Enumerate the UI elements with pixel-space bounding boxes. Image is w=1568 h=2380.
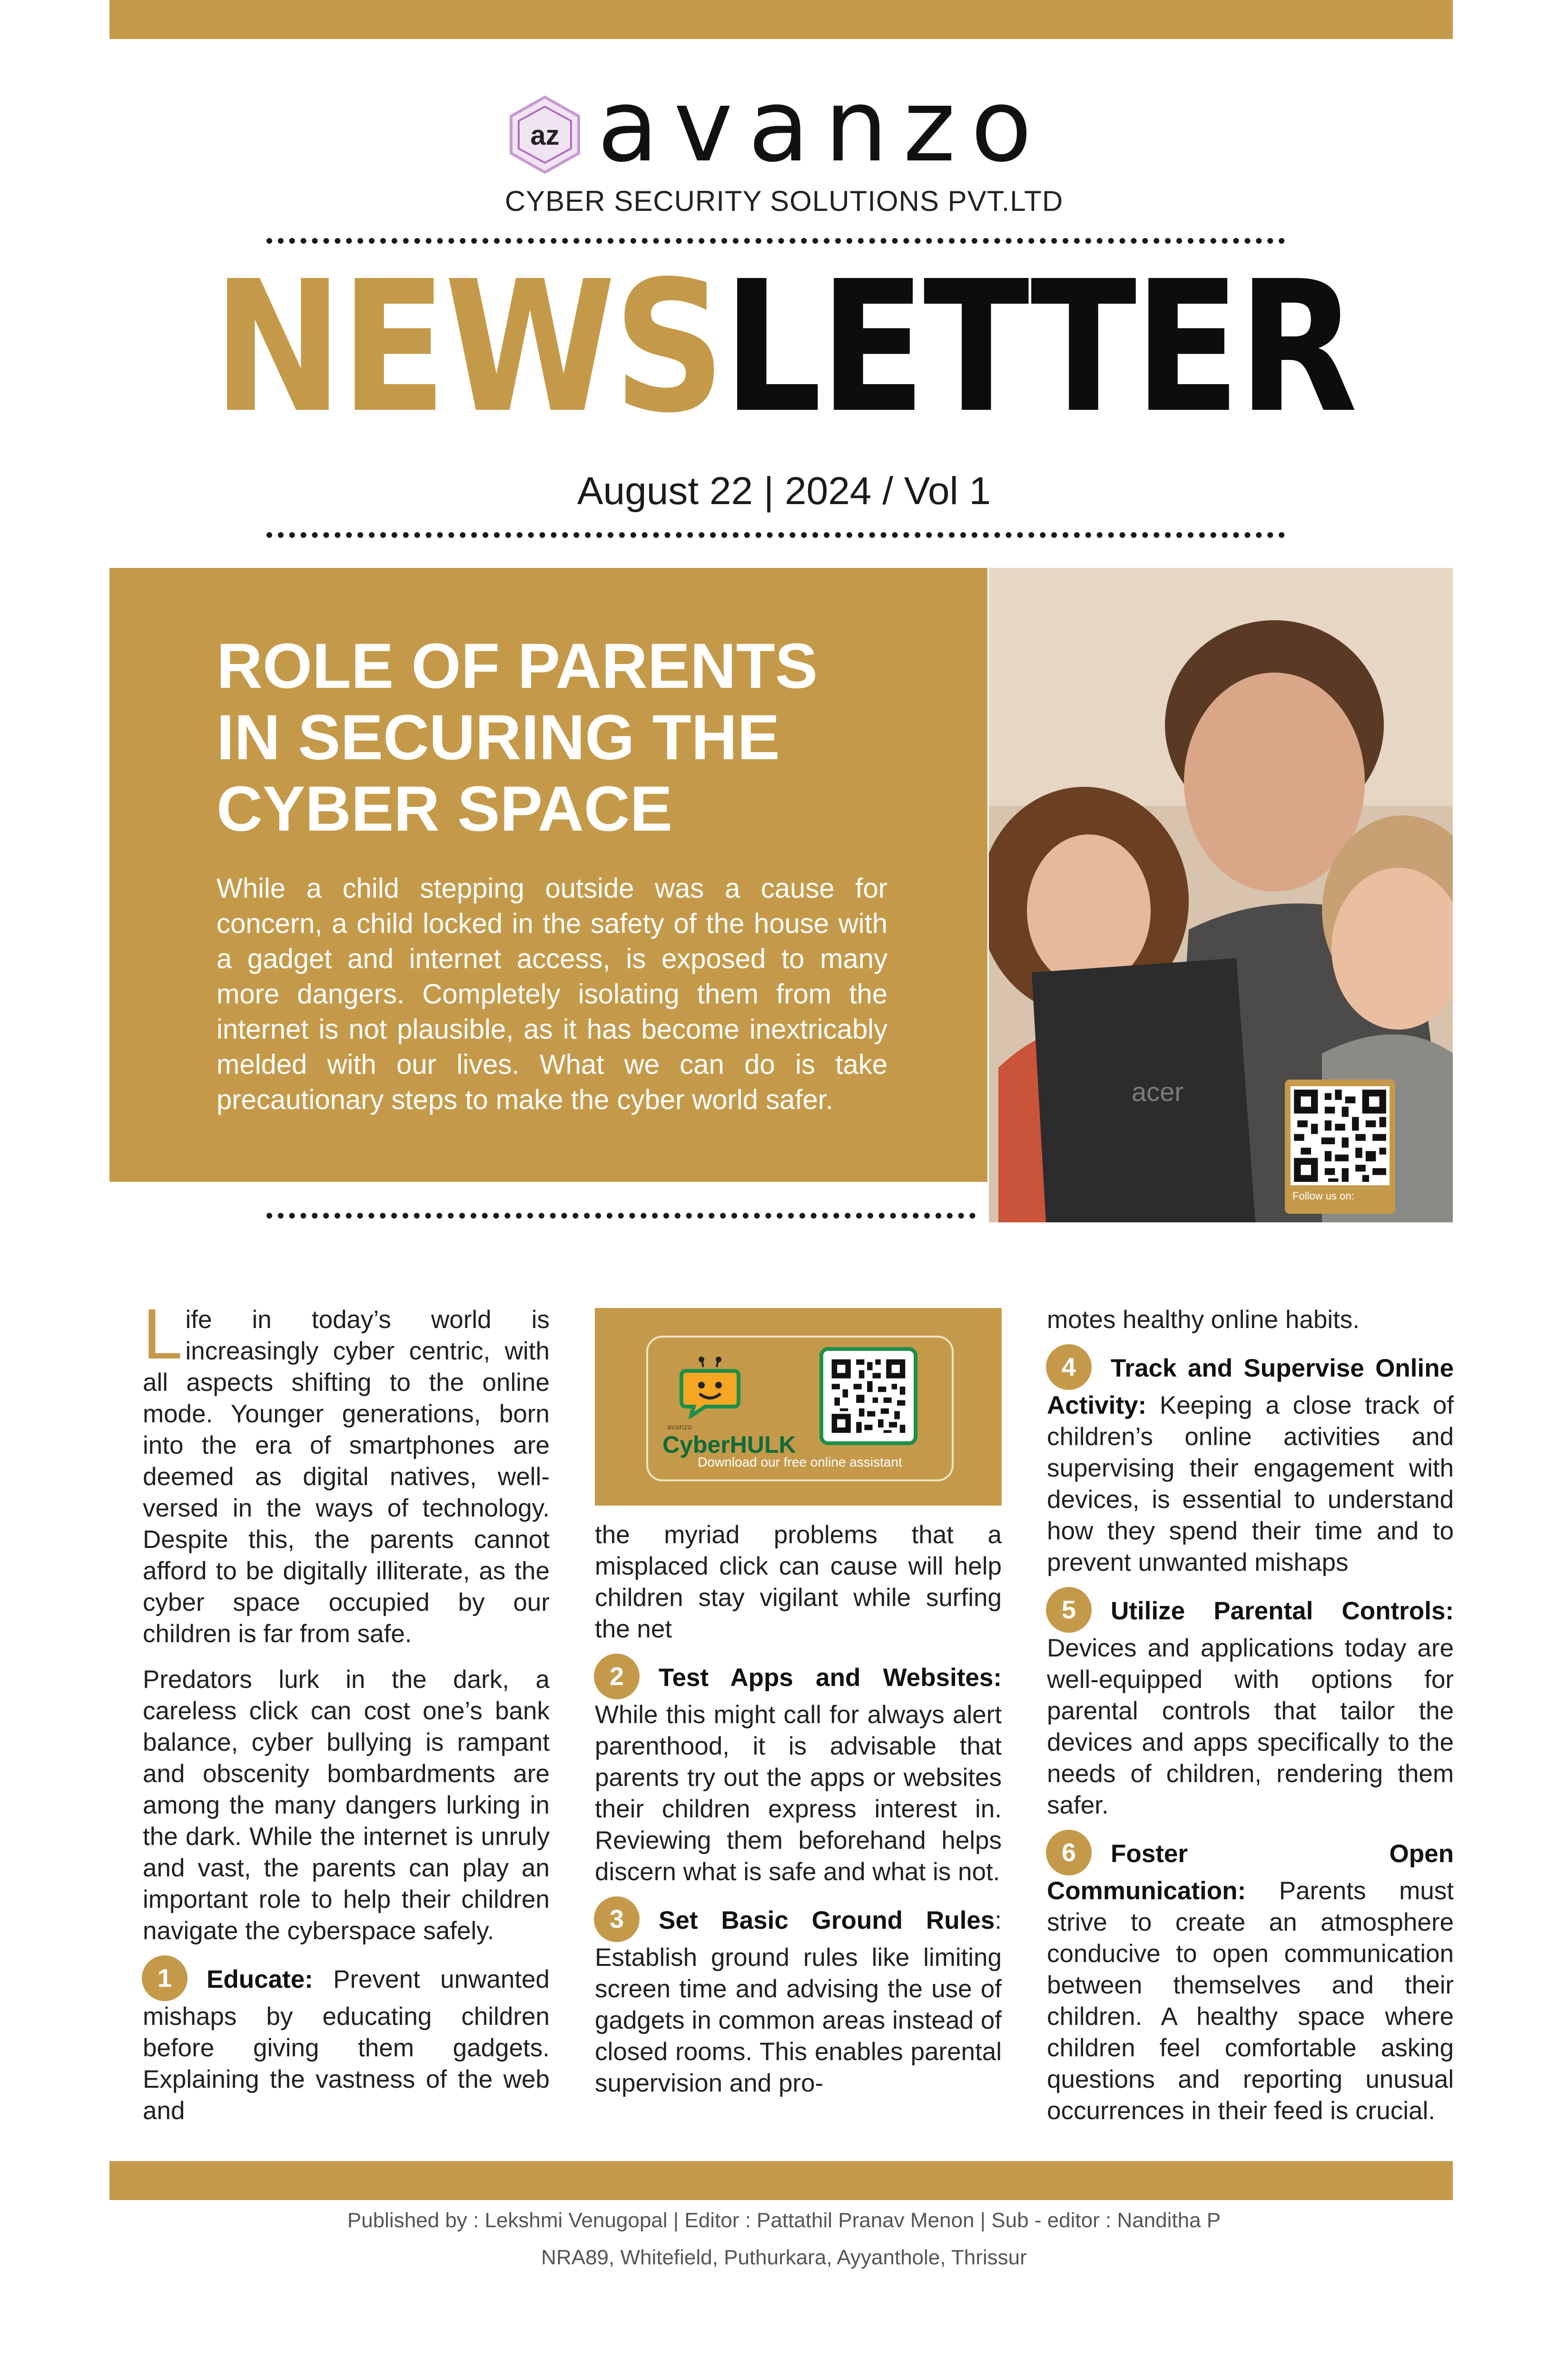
masthead-news: NEWS xyxy=(213,242,723,453)
tip-body: While this might call for always alert parenthood, it is advisable that parents try out the apps or websites their children express interest in. Reviewing them beforehand helps discern what is safe and what is not. xyxy=(595,1701,1002,1886)
girl-face xyxy=(1027,834,1151,987)
tip-body: Parents must strive to create an atmosphere conducive to open communication between themselves and their children. A healthy space where children feel comfortable asking questions and reporting unusual occurrences in their feed is crucial. xyxy=(1047,1877,1454,2125)
article-column-2 xyxy=(595,1519,1002,2113)
paragraph-text: Predators lurk in the dark, a careless click can cost one’s bank balance, cyber bullying is rampant and obscenity bombardments are among the many dangers lurking in the dark. While the internet is unruly and vast, the parents can play an important role to help their children navigate the cyberspace safely. xyxy=(143,1666,550,1945)
qr-code-icon xyxy=(829,1357,908,1436)
footer-credits: Published by : Lekshmi Venugopal | Editor : Pattathil Pranav Menon | Sub - editor : Nanditha P xyxy=(347,2209,1221,2232)
tip-body: Keeping a close track of children’s online activities and supervising their engagement with devices, is essential to understand how they spend their time and to prevent unwanted mishaps xyxy=(1047,1391,1454,1577)
article-paragraph xyxy=(143,1664,550,1947)
tip-number-badge: 4 xyxy=(1046,1344,1092,1390)
tip-item-1 xyxy=(143,1961,550,2127)
tip-body: Prevent unwanted mishaps by educating children before giving them gadgets. Explaining the vastness of the web and xyxy=(143,1965,550,2125)
tip-body: : Establish ground rules like limiting screen time and advising the use of gadgets in common areas instead of closed rooms. This enables parental supervision and pro- xyxy=(595,1906,1002,2097)
chatbot-icon xyxy=(677,1357,743,1418)
promo-card xyxy=(646,1336,954,1481)
paragraph-text: motes healthy online habits. xyxy=(1047,1306,1360,1334)
cyberhulk-wordmark: CyberHULK xyxy=(662,1431,796,1458)
social-qr-badge[interactable] xyxy=(1285,1080,1395,1214)
paragraph-text: ife in today’s world is increasingly cyber centric, with all aspects shifting to the online mode. Younger generations, born into the era of smartphones are deemed as digital natives, well-versed in the ways of technology. Despite this, the parents cannot afford to be digitally illiterate, as the cyber space occupied by our children is far from safe. xyxy=(143,1306,550,1648)
dotted-divider xyxy=(266,1213,976,1219)
tip-heading: Set Basic Ground Rules xyxy=(659,1906,995,1934)
tip-heading: Test Apps and Websites: xyxy=(659,1664,1002,1692)
company-logo[interactable] xyxy=(504,68,1066,184)
tip-number-badge: 5 xyxy=(1046,1587,1092,1633)
tip-heading: Foster Open Communication: xyxy=(1047,1840,1454,1905)
company-name: CYBER SECURITY SOLUTIONS PVT.LTD xyxy=(504,185,1064,217)
tip-number-badge: 1 xyxy=(142,1955,187,2001)
bottom-accent-band xyxy=(109,2161,1453,2200)
tip-item-6 xyxy=(1047,1835,1454,2127)
tip-number-badge: 6 xyxy=(1046,1830,1092,1875)
tip-heading: Track and Supervise Online Activity: xyxy=(1047,1354,1454,1419)
article-column-3 xyxy=(1047,1304,1454,2141)
article-column-1 xyxy=(143,1294,550,2141)
paragraph-text: the myriad problems that a misplaced click can cause will help children stay vigilant while surfing the net xyxy=(595,1521,1002,1643)
tip-item-2 xyxy=(595,1659,1002,1888)
top-accent-band xyxy=(109,0,1453,39)
tip-body: Devices and applications today are well-equipped with options for parental controls that tailor the devices and apps specifically to the needs of children, rendering them safer. xyxy=(1047,1634,1454,1819)
tip-item-4 xyxy=(1047,1350,1454,1578)
tip-number-badge: 3 xyxy=(594,1896,640,1942)
masthead-letter: LETTER xyxy=(723,242,1355,453)
promo-tagline: Download our free online assistant xyxy=(698,1455,902,1469)
issue-date: August 22 | 2024 / Vol 1 xyxy=(577,469,991,513)
dotted-divider xyxy=(266,532,1285,538)
tip-heading: Utilize Parental Controls: xyxy=(1111,1597,1454,1625)
promo-brand-small: avanzo xyxy=(667,1423,692,1431)
logo-hexagon-icon xyxy=(504,94,585,175)
laptop-brand: acer xyxy=(1132,1077,1183,1107)
download-qr[interactable] xyxy=(819,1347,917,1445)
hero-title: ROLE OF PARENTS IN SECURING THE CYBER SPACE xyxy=(217,631,818,844)
newsletter-masthead xyxy=(110,242,1459,453)
tip-3-continued xyxy=(1047,1304,1454,1336)
tip-item-3 xyxy=(595,1902,1002,2099)
tip-item-5 xyxy=(1047,1593,1454,1821)
logo-wordmark: avanzo xyxy=(597,68,1047,184)
drop-cap: L xyxy=(143,1294,183,1374)
tip-number-badge: 2 xyxy=(594,1654,640,1699)
qr-code-icon xyxy=(1291,1086,1390,1185)
logo-mark-text: az xyxy=(530,120,560,151)
hero-intro: While a child stepping outside was a cause for concern, a child locked in the safety of the house with a gadget and internet access, is exposed to many more dangers. Completely isolating them from the internet is not plausible, as it has become inextricably melded with our lives. What we can do is take precautionary steps to make the cyber world safer. xyxy=(217,873,888,1115)
footer-address: NRA89, Whitefield, Puthurkara, Ayyanthole, Thrissur xyxy=(541,2246,1027,2269)
follow-us-label: Follow us on: xyxy=(1292,1190,1354,1202)
cyberhulk-promo[interactable] xyxy=(595,1308,1002,1506)
tip-1-continued xyxy=(595,1519,1002,1645)
tip-heading: Educate: xyxy=(207,1965,313,1993)
article-paragraph xyxy=(143,1294,550,1650)
